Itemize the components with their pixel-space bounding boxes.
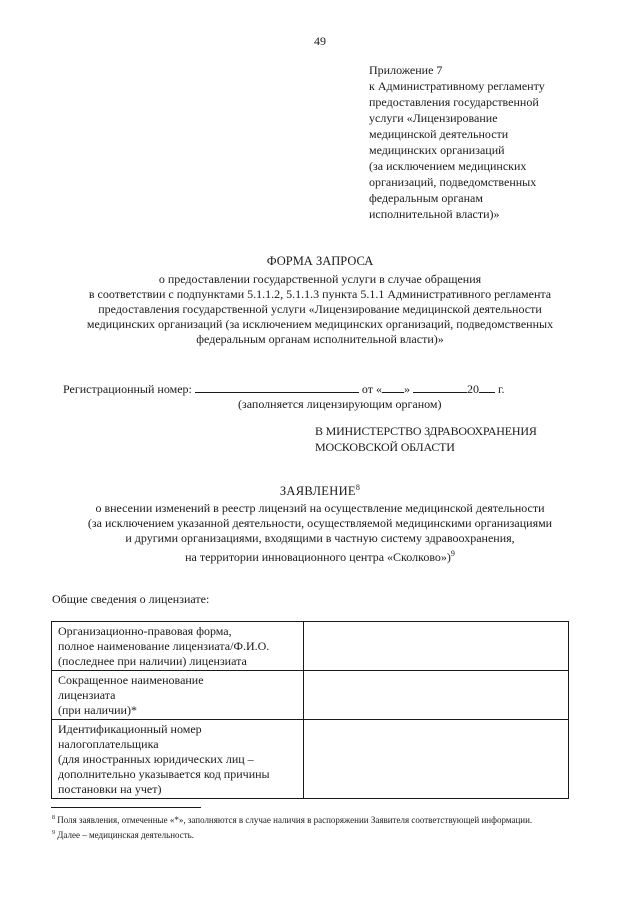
table-row	[52, 720, 569, 799]
table-row-label	[52, 720, 304, 799]
appendix-line: медицинской деятельности	[369, 127, 509, 141]
statement-line: и другими организациями, входящими в частную систему здравоохранения,	[125, 531, 515, 545]
appendix-line: исполнительной власти)»	[369, 207, 500, 221]
footnote-text: Поля заявления, отмеченные «*», заполняются в случае наличия в распоряжении Заявителя соответствующей информации.	[57, 815, 533, 825]
registration-month-field[interactable]	[413, 380, 467, 393]
form-title: ФОРМА ЗАПРОСА	[266, 254, 374, 268]
registration-from-label: от «	[361, 382, 382, 396]
label-line: налогоплательщика	[58, 737, 159, 751]
footnote-ref-8: 8	[355, 483, 361, 492]
addressee	[315, 423, 537, 455]
footnote-text: Далее – медицинская деятельность.	[57, 830, 195, 840]
footnote-ref-9: 9	[450, 549, 455, 558]
general-info-heading: Общие сведения о лицензиате:	[52, 592, 210, 606]
addressee-line: В МИНИСТЕРСТВО ЗДРАВООХРАНЕНИЯ	[315, 424, 537, 438]
registration-number-field[interactable]	[195, 380, 359, 393]
label-line: Идентификационный номер	[58, 722, 202, 736]
footnote-9	[52, 828, 596, 841]
form-subtitle-line: медицинских организаций (за исключением медицинских организаций, подведомственных	[86, 317, 554, 331]
label-line: лицензиата	[58, 688, 116, 702]
label-line: Организационно-правовая форма,	[58, 624, 232, 638]
registration-year-prefix: 20	[466, 382, 479, 396]
appendix-line: (за исключением медицинских	[369, 159, 527, 173]
statement-body	[40, 501, 600, 565]
footnote-8	[52, 813, 596, 826]
short-name-value-cell[interactable]	[304, 671, 569, 720]
form-subtitle	[40, 272, 600, 347]
footnote-divider	[51, 807, 201, 808]
appendix-line: услуги «Лицензирование	[369, 111, 498, 125]
page-number: 49	[314, 34, 326, 48]
appendix-line: Приложение 7	[369, 63, 443, 77]
table-row-label	[52, 671, 304, 720]
form-subtitle-line: предоставления государственной услуги «Лицензирование медицинской деятельности	[98, 302, 542, 316]
form-subtitle-line: в соответствии с подпунктами 5.1.1.2, 5.1.1.3 пункта 5.1.1 Административного регламента	[88, 287, 552, 301]
appendix-line: к Административному регламенту	[369, 79, 545, 93]
appendix-line: организаций, подведомственных	[369, 175, 537, 189]
form-subtitle-line: федеральным органам исполнительной власти)»	[196, 332, 444, 346]
label-line: дополнительно указывается код причины	[58, 767, 270, 781]
statement-line	[40, 546, 600, 565]
footnotes	[52, 813, 596, 841]
registration-note: (заполняется лицензирующим органом)	[238, 397, 442, 411]
registration-year-suffix: г.	[497, 382, 505, 396]
statement-line: (за исключением указанной деятельности, осуществляемой медицинскими организациями	[87, 516, 553, 530]
label-line: (для иностранных юридических лиц –	[58, 752, 254, 766]
appendix-line: предоставления государственной	[369, 95, 539, 109]
registration-quote-close: »	[403, 382, 410, 396]
footnote-mark: 9	[52, 830, 55, 836]
appendix-header	[369, 62, 609, 222]
appendix-line: федеральным органам	[369, 191, 483, 205]
table-row-label	[52, 622, 304, 671]
full-name-value-cell[interactable]	[304, 622, 569, 671]
statement-title	[0, 483, 640, 499]
statement-line-text: на территории инновационного центра «Сколково»)	[185, 550, 451, 564]
table-row	[52, 622, 569, 671]
addressee-line: МОСКОВСКОЙ ОБЛАСТИ	[315, 440, 455, 454]
registration-line	[63, 380, 505, 397]
label-line: Сокращенное наименование	[58, 673, 204, 687]
registration-label: Регистрационный номер:	[63, 382, 192, 396]
footnote-mark: 8	[52, 815, 55, 821]
label-line: постановки на учет)	[58, 782, 162, 796]
form-subtitle-line: о предоставлении государственной услуги в случае обращения	[158, 272, 482, 286]
inn-value-cell[interactable]	[304, 720, 569, 799]
table-row	[52, 671, 569, 720]
statement-title-text: ЗАЯВЛЕНИЕ	[279, 484, 356, 499]
label-line: (при наличии)*	[58, 703, 137, 717]
statement-line: о внесении изменений в реестр лицензий на осуществление медицинской деятельности	[95, 501, 545, 515]
label-line: полное наименование лицензиата/Ф.И.О.	[58, 639, 270, 653]
general-info-table	[51, 621, 569, 799]
label-line: (последнее при наличии) лицензиата	[58, 654, 247, 668]
appendix-line: медицинских организаций	[369, 143, 505, 157]
registration-year-field[interactable]	[479, 380, 495, 393]
registration-day-field[interactable]	[382, 380, 404, 393]
